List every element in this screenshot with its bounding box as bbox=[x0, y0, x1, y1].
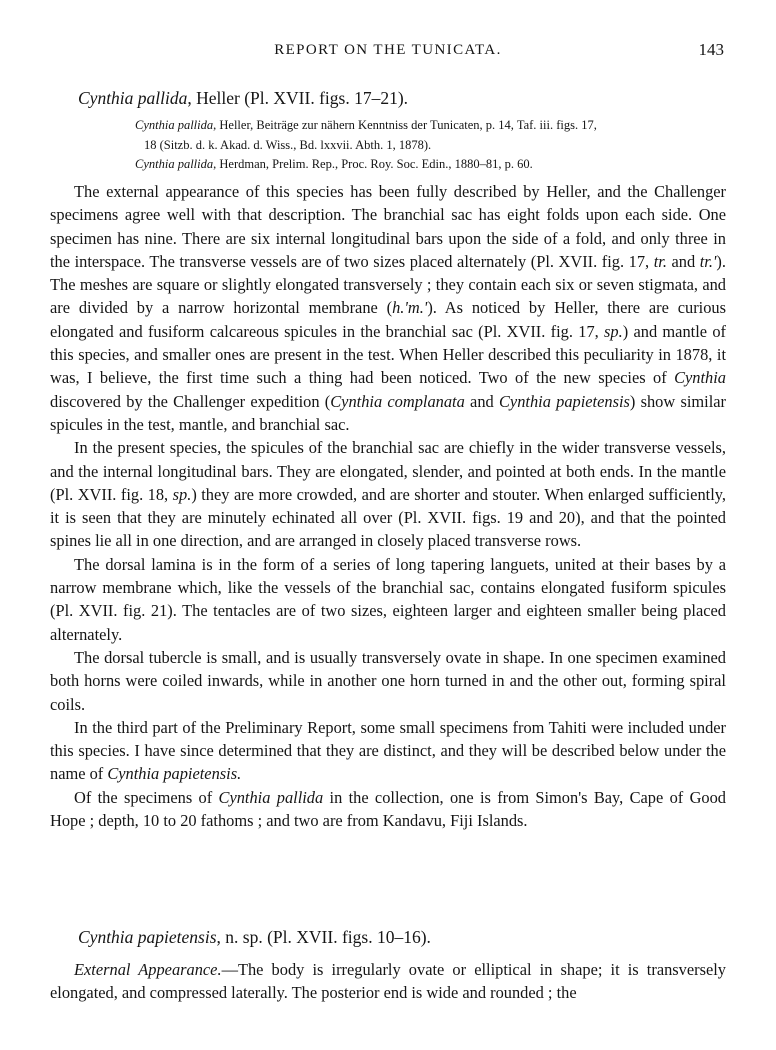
species-heading-pallida bbox=[78, 88, 408, 109]
species-name: Cynthia pallida bbox=[78, 88, 188, 108]
paragraph: External Appearance.—The body is irregularly ovate or elliptical in shape; it is transversely elongated, and compressed laterally. The posterior end is wide and rounded ; the bbox=[50, 960, 726, 1003]
paragraph: In the present species, the spicules of the branchial sac are chiefly in the wider transverse vessels, and the internal longitudinal bars. They are elongated, slender, and pointed at both ends. In the mantle (Pl. XVII. fig. 18, sp.) they are more crowded, and are shorter and stouter. When enlarged sufficiently, it is seen that they are minutely echinated all over (Pl. XVII. figs. 19 and 20), and that the pointed spines lie all in one direction, and are arranged in closely placed transverse rows. bbox=[50, 438, 726, 551]
species-name: Cynthia papietensis bbox=[78, 927, 217, 947]
species-heading-papietensis bbox=[78, 927, 431, 948]
reference-entry: Cynthia pallida, Herdman, Prelim. Rep., Proc. Roy. Soc. Edin., 1880–81, p. 60. bbox=[135, 157, 533, 171]
paragraph: In the third part of the Preliminary Report, some small specimens from Tahiti were included under this species. I have since determined that they are distinct, and they will be described below under the name of Cynthia papietensis. bbox=[50, 717, 726, 784]
species-authority: , n. sp. (Pl. XVII. figs. 10–16). bbox=[216, 927, 431, 947]
body-text-papietensis bbox=[50, 958, 726, 1005]
paragraph: The external appearance of this species has been fully described by Heller, and the Challenger specimens agree well with that description. The branchial sac has eight folds upon each side. One specimen has nine. There are six internal longitudinal bars upon the side of a fold, and only three in the interspace. The transverse vessels are of two sizes placed alternately (Pl. XVII. fig. 17, tr. and tr.'). The meshes are square or slightly elongated transversely ; they contain each six or seven stigmata, and are divided by a narrow horizontal membrane (h.'m.'). As noticed by Heller, there are curious elongated and fusiform calcareous spicules in the branchial sac (Pl. XVII. fig. 17, sp.) and mantle of this species, and smaller ones are present in the test. When Heller described this peculiarity in 1878, it was, I believe, the first time such a thing had been noticed. Two of the new species of Cynthia discovered by the Challenger expedition (Cynthia complanata and Cynthia papietensis) show similar spicules in the test, mantle, and branchial sac. bbox=[50, 182, 726, 434]
paragraph: The dorsal lamina is in the form of a series of long tapering languets, united at their bases by a narrow membrane which, like the vessels of the branchial sac, contains elongated fusiform spicules (Pl. XVII. fig. 21). The tentacles are of two sizes, eighteen larger and eighteen smaller being placed alternately. bbox=[50, 554, 726, 644]
reference-entry-continued: 18 (Sitzb. d. k. Akad. d. Wiss., Bd. lxxvii. Abth. 1, 1878). bbox=[144, 137, 432, 152]
running-title: REPORT ON THE TUNICATA. bbox=[274, 42, 502, 58]
species-authority: , Heller (Pl. XVII. figs. 17–21). bbox=[187, 88, 409, 108]
reference-entry: Cynthia pallida, Heller, Beiträge zur nähern Kenntniss der Tunicaten, p. 14, Taf. iii. figs. 17, bbox=[135, 118, 597, 132]
synonymy-references bbox=[135, 116, 730, 175]
body-text-pallida bbox=[50, 180, 726, 832]
page-number: 143 bbox=[698, 40, 724, 59]
paragraph: The dorsal tubercle is small, and is usually transversely ovate in shape. In one specimen examined both horns were coiled inwards, while in another one horn turned in and the other out, forming spiral coils. bbox=[50, 647, 726, 714]
paragraph: Of the specimens of Cynthia pallida in the collection, one is from Simon's Bay, Cape of Good Hope ; depth, 10 to 20 fathoms ; and two are from Kandavu, Fiji Islands. bbox=[50, 787, 726, 831]
running-head bbox=[50, 42, 726, 64]
